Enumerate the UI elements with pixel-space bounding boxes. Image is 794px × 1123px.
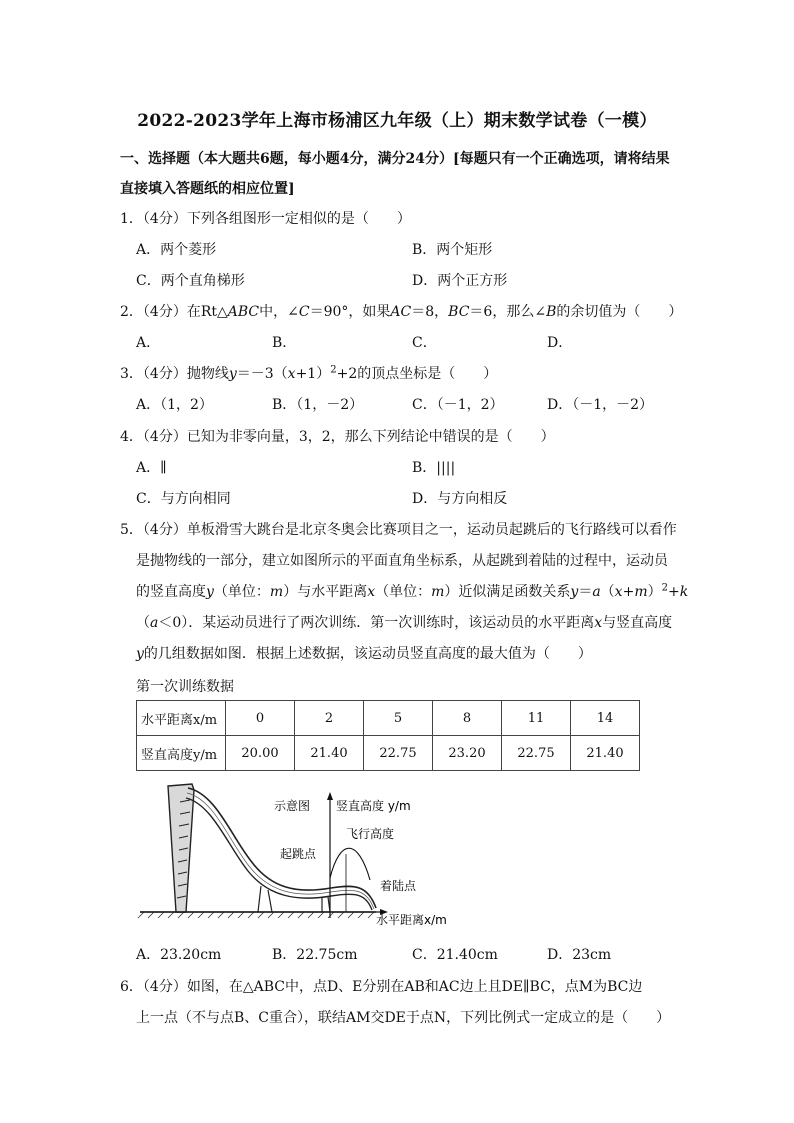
question-5-line2: 是抛物线的一部分，建立如图所示的平面直角坐标系，从起跳到着陆的过程中，运动员: [136, 553, 668, 569]
question-5-line1: 5．（4分）单板滑雪大跳台是北京冬奥会比赛项目之一，运动员起跳后的飞行路线可以看作: [120, 522, 677, 538]
table-row: [137, 736, 640, 771]
question-6-line2: 上一点（不与点B、C重合），联结AM交DE于点N，下列比例式一定成立的是（ ）: [136, 1010, 671, 1026]
question-4-stem: 4．（4分）已知为非零向量，3，2，那么下列结论中错误的是（ ）: [120, 429, 555, 445]
q1-option-b: B．两个矩形: [412, 242, 493, 258]
x-axis-label: 水平距离x/m: [376, 913, 447, 927]
table-row-label: 竖直高度y/m: [137, 736, 226, 771]
table-row: [137, 701, 640, 736]
table-caption: 第一次训练数据: [136, 679, 234, 695]
table-cell: 22.75: [502, 736, 571, 771]
question-5-line3: 的竖直高度y（单位：m）与水平距离x（单位：m）近似满足函数关系$y=a(x+m)^2+k$: [136, 582, 689, 600]
question-2-stem: 2．（4分）在Rt△ABC中，∠C＝90°，如果AC＝8，BC＝6，那么∠B的余切值为（ ）: [120, 304, 683, 320]
q2-option-a: A．: [136, 335, 161, 351]
table-row-label: 水平距离x/m: [137, 701, 226, 736]
table-cell: 11: [502, 701, 571, 736]
q3-option-a: A．（1，2）: [136, 397, 213, 413]
takeoff-point-label: 起跳点: [280, 847, 317, 861]
ramp-bottom-edge: [186, 798, 372, 910]
table-cell: 5: [364, 701, 433, 736]
q2-option-d: D．: [547, 335, 573, 351]
table-cell: 22.75: [364, 736, 433, 771]
table-cell: 23.20: [433, 736, 502, 771]
table-cell: 14: [571, 701, 640, 736]
q5-option-d: D．23cm: [547, 947, 612, 963]
q4-option-d: D．与方向相反: [412, 491, 508, 507]
table-cell: 20.00: [226, 736, 295, 771]
flight-height-label: 飞行高度: [346, 827, 395, 841]
q5-option-a: A．23.20cm: [136, 947, 222, 963]
q3-option-c: C．（－1，2）: [412, 397, 504, 413]
flight-path: [330, 848, 370, 880]
exam-title: 2022-2023学年上海市杨浦区九年级（上）期末数学试卷（一模）: [137, 111, 657, 131]
table-cell: 21.40: [571, 736, 640, 771]
ground-hatch: [138, 912, 374, 918]
question-6-line1: 6．（4分）如图，在△ABC中，点D、E分别在AB和AC边上且DE∥BC，点M为BC边: [120, 979, 643, 995]
table-cell: 0: [226, 701, 295, 736]
section-heading-line2: 直接填入答题纸的相应位置]: [120, 181, 295, 197]
tower: [168, 784, 194, 912]
q4-option-b: B．||||: [412, 460, 456, 476]
q2-option-b: B．: [272, 335, 297, 351]
q5-option-b: B．22.75cm: [272, 947, 358, 963]
ski-jump-figure: [136, 776, 476, 936]
landing-point-label: 着陆点: [380, 879, 417, 893]
q3-option-b: B．（1，－2）: [272, 397, 364, 413]
q1-option-a: A．两个菱形: [136, 242, 217, 258]
q4-option-c: C．与方向相同: [136, 491, 231, 507]
table-cell: 8: [433, 701, 502, 736]
q4-option-a: A．∥: [136, 460, 167, 476]
y-axis-label: 竖直高度 y/m: [336, 799, 411, 813]
y-axis-arrow-icon: [327, 792, 333, 800]
question-5-line5: y的几组数据如图．根据上述数据，该运动员竖直高度的最大值为（ ）: [136, 646, 592, 662]
question-3-stem: 3．（4分）抛物线$y=-3(x+1)^2+2$的顶点坐标是（ ）: [120, 364, 498, 382]
question-1-stem: 1．（4分）下列各组图形一定相似的是（ ）: [120, 211, 411, 227]
question-5-line4: （a＜0）．某运动员进行了两次训练．第一次训练时，该运动员的水平距离x与竖直高度: [136, 615, 673, 631]
q3-option-d: D．（－1，－2）: [547, 397, 654, 413]
q1-option-d: D．两个正方形: [412, 273, 508, 289]
training-data-table: [136, 700, 640, 771]
table-cell: 2: [295, 701, 364, 736]
q2-option-c: C．: [412, 335, 437, 351]
q5-option-c: C．21.40cm: [412, 947, 498, 963]
figure-caption: 示意图: [274, 799, 311, 813]
table-cell: 21.40: [295, 736, 364, 771]
q1-option-c: C．两个直角梯形: [136, 273, 245, 289]
section-heading-line1: 一、选择题（本大题共6题，每小题4分，满分24分）[每题只有一个正确选项，请将结果: [120, 151, 670, 167]
